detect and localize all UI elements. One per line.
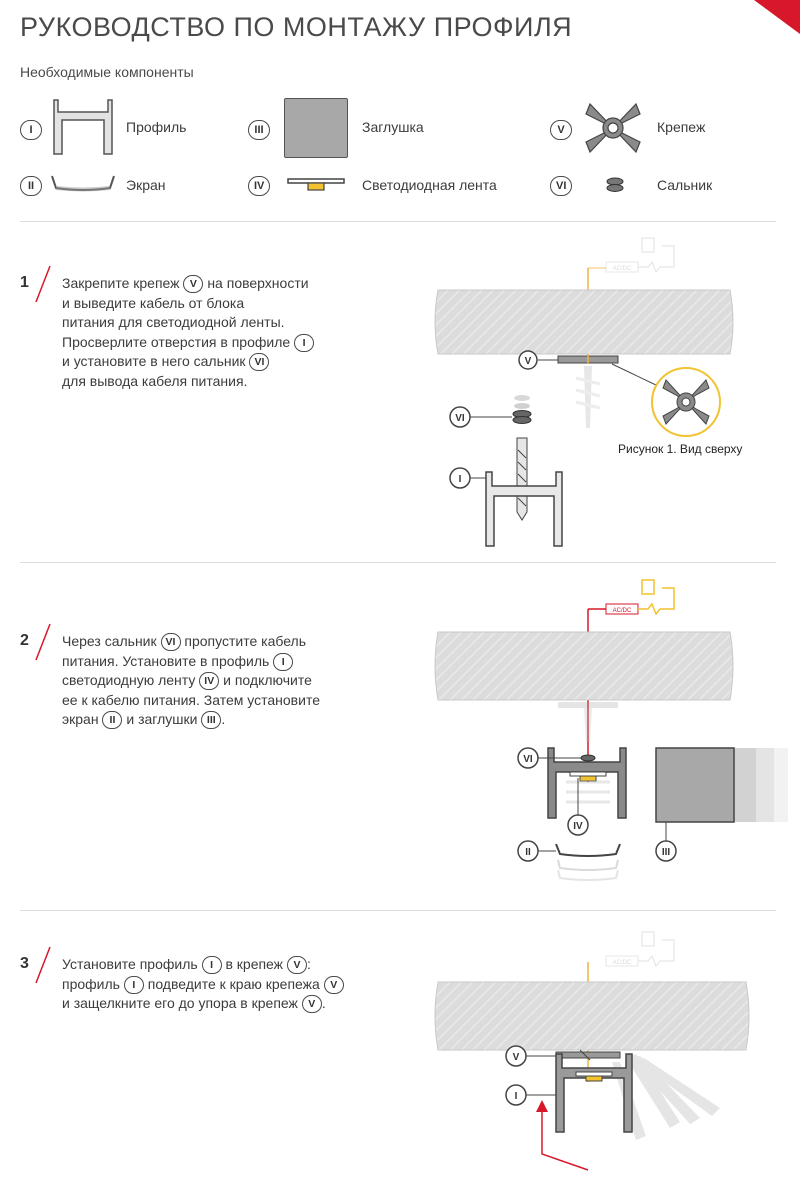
page-title: РУКОВОДСТВО ПО МОНТАЖУ ПРОФИЛЯ — [20, 12, 573, 42]
svg-text:III: III — [661, 847, 671, 858]
step-text-fragment: . — [221, 711, 226, 727]
step-text-line — [62, 710, 382, 730]
component-ref-badge: IV — [199, 672, 219, 690]
step-slash-icon — [32, 622, 54, 662]
step-text-fragment: и подключите — [219, 672, 312, 688]
step-text-fragment: для вывода кабеля питания. — [62, 372, 248, 389]
step-text-line — [62, 294, 382, 314]
step-text-fragment: Через сальник — [62, 633, 161, 649]
step-text-fragment: пропустите кабель — [180, 633, 307, 649]
step-text-fragment: подведите к краю крепежа — [143, 975, 324, 992]
badge-roman: IV — [248, 176, 270, 196]
step-1-text — [62, 274, 382, 391]
badge-roman: II — [20, 176, 42, 196]
component-label: Профиль — [126, 119, 187, 135]
step-text-fragment: и защелкните его до упора в крепеж — [62, 995, 302, 1011]
step-text-line — [62, 632, 382, 652]
component-label: Крепеж — [657, 119, 706, 135]
step-text-line — [62, 994, 382, 1014]
component-label: Сальник — [657, 177, 713, 193]
component-ref-badge: I — [202, 956, 222, 974]
step-text-line — [62, 372, 382, 392]
step-text-fragment: питания. Установите в профиль — [62, 652, 274, 669]
step-text-fragment: и заглушки — [122, 711, 202, 727]
step-text-line — [62, 955, 382, 975]
component-ref-badge: III — [201, 711, 221, 729]
badge-roman: I — [20, 120, 42, 140]
svg-text:V: V — [512, 1052, 520, 1063]
step-slash-icon — [32, 945, 54, 985]
component-label: Экран — [126, 177, 166, 193]
step-text-line — [62, 652, 382, 672]
step-text-fragment: светодиодную ленту — [62, 672, 200, 688]
step-text-fragment: Установите профиль — [62, 956, 202, 972]
component-ref-badge: V — [324, 976, 344, 994]
component-ref-badge: VI — [249, 353, 269, 371]
component-ref-badge: I — [273, 653, 293, 671]
step-text-fragment: экран — [62, 711, 103, 727]
divider — [20, 562, 776, 563]
badge-roman: V — [550, 120, 572, 140]
power-label: AC/DC — [612, 266, 632, 272]
step-text-fragment: и выведите кабель от блока — [62, 294, 245, 311]
step-text-line — [62, 691, 382, 711]
screen-icon — [50, 172, 116, 194]
step-text-fragment: . — [321, 995, 326, 1011]
power-label: AC/DC — [612, 608, 632, 614]
step-text-line — [62, 352, 382, 372]
component-ref-badge: II — [102, 711, 122, 729]
step-text-fragment: питания для светодиодной ленты. — [62, 314, 285, 330]
step-number: 1 — [20, 274, 29, 291]
power-label: AC/DC — [612, 960, 632, 966]
led-strip-icon — [286, 176, 348, 192]
svg-text:V: V — [524, 356, 532, 367]
component-ref-badge: V — [183, 275, 203, 293]
power-supply-icon — [606, 238, 674, 272]
svg-text:VI: VI — [523, 754, 533, 765]
step-slash-icon — [32, 264, 54, 304]
svg-text:II: II — [525, 847, 531, 858]
mount-clip-icon — [584, 100, 642, 156]
svg-text:I: I — [458, 474, 462, 485]
profile-icon — [50, 98, 116, 156]
component-ref-badge: I — [124, 976, 144, 994]
step-text-line — [62, 333, 382, 353]
step-3-illustration — [430, 922, 790, 1184]
step-number: 3 — [20, 955, 29, 972]
component-ref-badge: I — [294, 334, 314, 352]
component-ref-badge: V — [302, 995, 322, 1013]
step-text-line — [62, 671, 382, 691]
step-text-fragment: на поверхности — [203, 275, 309, 291]
svg-text:I: I — [514, 1091, 518, 1102]
components-heading: Необходимые компоненты — [20, 64, 194, 80]
divider — [20, 221, 776, 222]
power-supply-icon — [606, 932, 674, 966]
cable-gland-icon — [604, 177, 626, 193]
step-text-fragment: в крепеж — [221, 956, 287, 972]
step-text-line — [62, 313, 382, 333]
corner-accent — [754, 0, 800, 34]
step-3-text — [62, 955, 382, 1014]
component-label: Заглушка — [362, 119, 424, 135]
component-ref-badge: VI — [161, 633, 181, 651]
figure-caption: Рисунок 1. Вид сверху — [618, 442, 743, 456]
step-text-fragment: ее к кабелю питания. Затем установите — [62, 691, 320, 708]
divider — [20, 910, 776, 911]
step-text-fragment: Просверлите отверстия в профиле — [62, 333, 295, 350]
badge-roman: III — [248, 120, 270, 140]
step-text-fragment: Закрепите крепеж — [62, 275, 184, 291]
step-text-fragment: : — [306, 956, 311, 972]
end-cap-icon — [284, 98, 348, 158]
power-supply-icon — [606, 580, 674, 614]
component-label: Светодиодная лента — [362, 177, 497, 193]
step-2-text — [62, 632, 382, 730]
step-2-illustration — [430, 572, 790, 902]
badge-roman: VI — [550, 176, 572, 196]
step-text-line — [62, 975, 382, 995]
step-text-fragment: и установите в него сальник — [62, 353, 250, 369]
component-ref-badge: V — [287, 956, 307, 974]
svg-text:VI: VI — [455, 413, 465, 424]
step-1-illustration — [430, 228, 790, 558]
step-text-line — [62, 274, 382, 294]
svg-text:IV: IV — [573, 821, 583, 832]
step-number: 2 — [20, 632, 29, 649]
step-text-fragment: профиль — [62, 975, 124, 992]
